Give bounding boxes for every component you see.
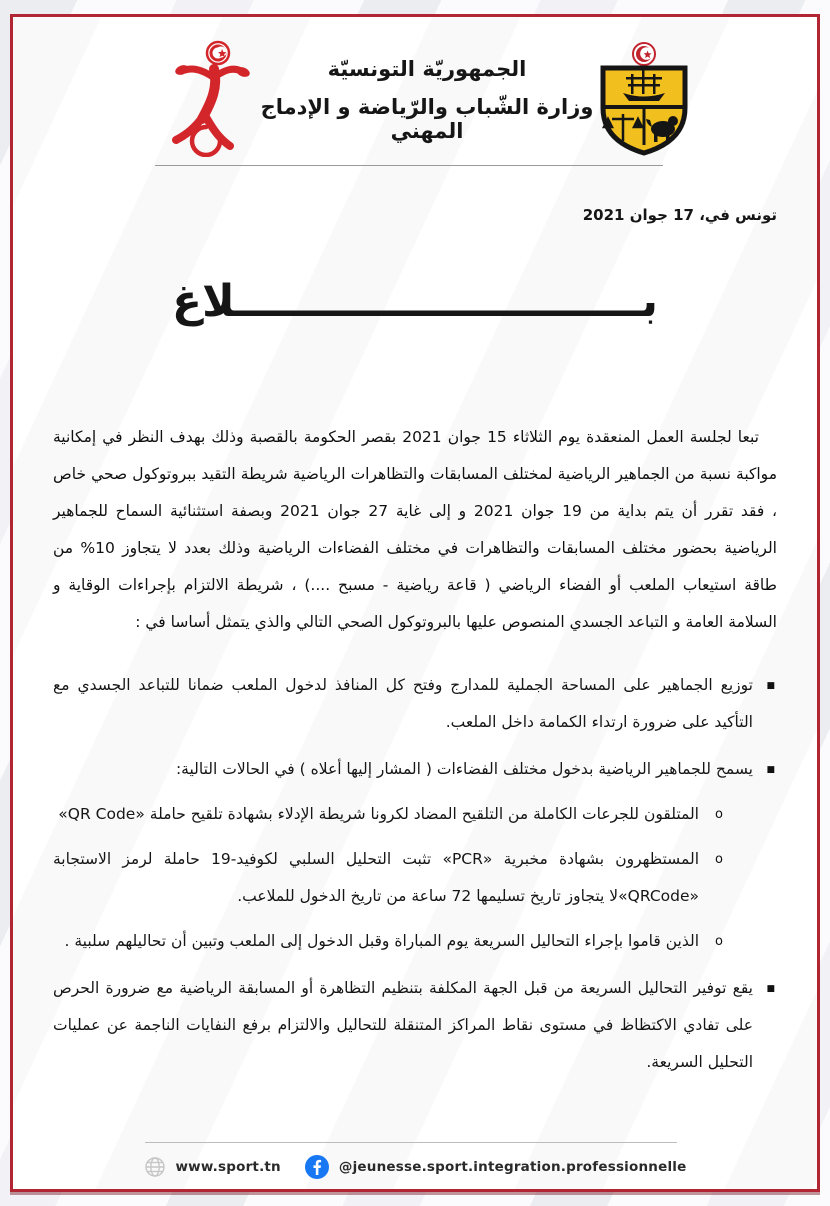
document-content [13,17,817,1189]
list-item: ■ يقع توفير التحاليل السريعة من قبل الجهة المكلفة بتنظيم التظاهرة أو المسابقة الرياضية مع ضرورة الحرص على تفادي الاكتظاظ في مستوى نقاط المراكز المتنقلة للتحاليل والالتزام برفع النفايات الناجمة عن عمليات التحليل السريعة. [53,970,777,1081]
intro-paragraph: تبعا لجلسة العمل المنعقدة يوم الثلاثاء 15 جوان 2021 بقصر الحكومة بالقصبة وذلك بهدف النظر في إمكانية مواكبة نسبة من الجماهير الرياضية لمختلف المسابقات والتظاهرات الرياضية شريطة التقيد ببروتوكول صحي خاص ، فقد تقرر أن يتم بداية من 19 جوان 2021 و إلى غاية 27 جوان 2021 وبصفة استثنائية السماح للجماهير الرياضية بحضور مختلف المسابقات والتظاهرات في مختلف الفضاءات الرياضية وذلك بعدد لا يتجاوز 10% من طاقة استيعاب الملعب أو الفضاء الرياضي ( قاعة رياضية - مسبح ....) ، شريطة الالتزام بإجراءات الوقاية و السلامة العامة و التباعد الجسدي المنصوص عليها بالبروتوكول الصحي التالي والذي يتمثل أساسا في : [53,428,778,631]
list-item: ■ يسمح للجماهير الرياضية بدخول مختلف الفضاءات ( المشار إليها أعلاه ) في الحالات التالية: [53,751,777,788]
footer [13,1155,817,1179]
footer-social-handle: @jeunesse.sport.integration.professionnelle [338,1159,687,1175]
document-frame [10,14,820,1192]
list-subitem: o الذين قاموا بإجراء التحاليل السريعة يوم المباراة وقبل الدخول إلى الملعب وتبين أن تحاليلهم سلبية . [53,923,725,960]
ministry-youth-sport-logo [158,39,258,157]
list-subitem: o المستظهرون بشهادة مخبرية «PCR» تثبت التحليل السلبي لكوفيد-19 حاملة لرمز الاستجابة «QRCode»لا يتجاوز تاريخ تسليمها 72 ساعة من تاريخ الدخول للملاعب. [53,841,725,915]
tunisia-coat-of-arms-icon [596,41,692,157]
document-title: بـــــــــــــــــــــــــــلاغ [171,276,659,327]
globe-icon [144,1156,166,1178]
republic-title: الجمهوريّة التونسيّة [327,57,527,81]
ministry-title: وزارة الشّباب والرّياضة و الإدماج المهني [260,95,594,143]
ministry-titles [258,39,596,143]
date-line: تونس في، 17 جوان 2021 [582,206,777,224]
footer-divider [145,1142,677,1143]
list-item: ■ توزيع الجماهير على المساحة الجملية للمدارج وفتح كل المنافذ لدخول الملعب ضمانا للتباعد الجسدي مع التأكيد على ضرورة ارتداء الكمامة داخل الملعب. [53,667,777,741]
letterhead [53,31,777,157]
footer-website: www.sport.tn [175,1159,281,1175]
list-subitem: o المتلقون للجرعات الكاملة من التلقيح المضاد لكرونا شريطة الإدلاء بشهادة تلقيح حاملة «QR Code» [53,796,725,833]
facebook-icon [305,1155,329,1179]
header-divider [155,165,663,166]
protocol-list [53,667,777,1081]
